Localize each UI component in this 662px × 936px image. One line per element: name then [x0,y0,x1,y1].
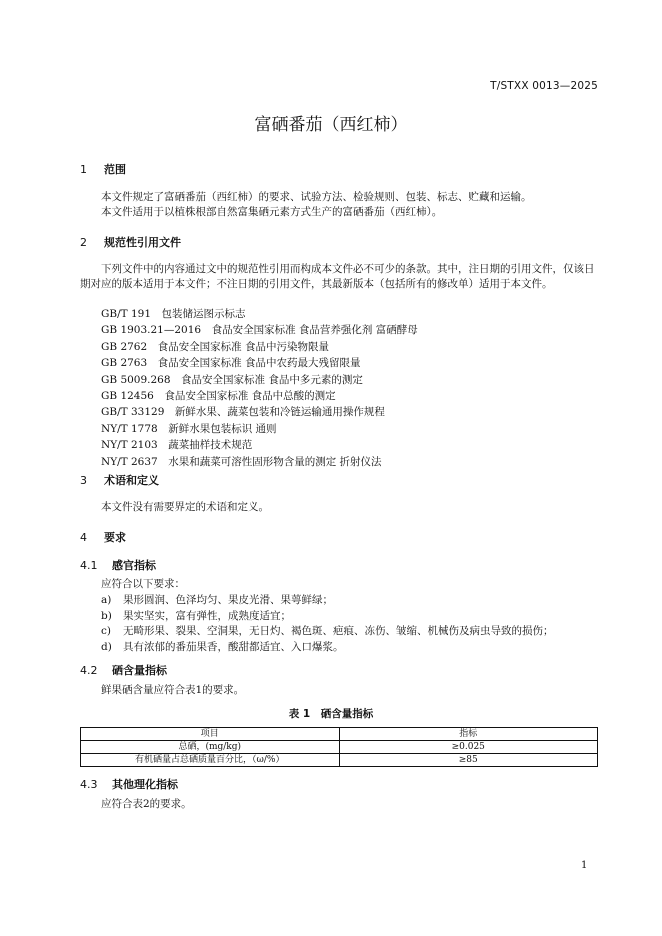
list-item: a) 果形圆润、色泽均匀、果皮光滑、果萼鲜绿； [101,594,333,606]
section-4-3-paragraph: 应符合表2的要求。 [101,798,192,810]
section-4-2-paragraph: 鲜果硒含量应符合表1的要求。 [101,684,245,696]
table-header-cell: 指标 [339,728,598,741]
section-title: 要求 [104,531,126,544]
reference-item: GB 12456 食品安全国家标准 食品中总酸的测定 [101,390,336,403]
table-cell: ≥0.025 [339,741,598,754]
table-row [81,754,598,767]
section-number: 3 [80,474,87,487]
reference-item: NY/T 2103 蔬菜抽样技术规范 [101,439,253,452]
reference-item: GB/T 33129 新鲜水果、蔬菜包装和冷链运输通用操作规程 [101,406,385,419]
standard-code: T/STXX 0013—2025 [490,80,598,92]
section-title: 规范性引用文件 [104,236,181,249]
section-4-1-intro: 应符合以下要求： [101,578,185,590]
section-1-paragraph-1: 本文件规定了富硒番茄（西红柿）的要求、试验方法、检验规则、包装、标志、贮藏和运输。 [101,191,532,203]
section-1-paragraph-2: 本文件适用于以植株根部自然富集硒元素方式生产的富硒番茄（西红柿）。 [101,206,443,218]
section-number: 1 [80,163,87,176]
reference-item: GB 5009.268 食品安全国家标准 食品中多元素的测定 [101,373,363,386]
subsection-number: 4.2 [80,664,98,677]
selenium-content-table [80,727,598,767]
section-number: 2 [80,236,87,249]
section-4-3-heading [80,776,178,792]
subsection-title: 感官指标 [112,559,156,572]
subsection-number: 4.1 [80,559,98,572]
section-4-2-heading [80,662,167,678]
table-cell: 总硒，(mg/kg) [81,741,340,754]
table-header-row [81,728,598,741]
section-3-heading [80,472,159,488]
table-cell: ≥85 [339,754,598,767]
reference-list [101,306,418,470]
section-1-heading [80,161,126,177]
reference-item: GB 2762 食品安全国家标准 食品中污染物限量 [101,340,329,353]
section-title: 范围 [104,163,126,176]
reference-item: GB 1903.21—2016 食品安全国家标准 食品营养强化剂 富硒酵母 [101,324,418,337]
section-2-intro: 下列文件中的内容通过文中的规范性引用而构成本文件必不可少的条款。其中，注日期的引用文件，仅该日期对应的版本适用于本文件；不注日期的引用文件，其最新版本（包括所有的修改单）适用于本文件。 [80,263,595,290]
subsection-title: 其他理化指标 [112,778,178,791]
reference-item: NY/T 2637 水果和蔬菜可溶性固形物含量的测定 折射仪法 [101,455,382,468]
document-title: 富硒番茄（西红柿） [254,115,408,135]
table-row [81,741,598,754]
reference-item: NY/T 1778 新鲜水果包装标识 通则 [101,422,277,435]
section-2-heading [80,234,181,250]
section-4-1-heading [80,557,156,573]
subsection-title: 硒含量指标 [112,664,167,677]
list-item: b) 果实坚实，富有弹性，成熟度适宜； [101,609,291,622]
sensory-requirements-list [101,593,554,655]
reference-item: GB/T 191 包装储运图示标志 [101,308,246,320]
table-cell: 有机硒量占总硒质量百分比，（ω/%） [81,754,340,767]
page-number: 1 [581,860,588,871]
section-title: 术语和定义 [104,474,159,487]
list-item: d) 具有浓郁的番茄果香，酸甜都适宜、入口爆浆。 [101,640,344,653]
reference-item: GB 2763 食品安全国家标准 食品中农药最大残留限量 [101,357,361,370]
section-3-paragraph: 本文件没有需要界定的术语和定义。 [101,501,269,513]
list-item: c) 无畸形果、裂果、空洞果，无日灼、褐色斑、疤痕、冻伤、皱缩、机械伤及病虫导致的损伤； [101,625,554,638]
table-header-cell: 项目 [81,728,340,741]
section-4-heading [80,529,126,545]
section-number: 4 [80,531,87,544]
table-1-caption: 表 1 硒含量指标 [288,708,374,720]
subsection-number: 4.3 [80,778,98,791]
